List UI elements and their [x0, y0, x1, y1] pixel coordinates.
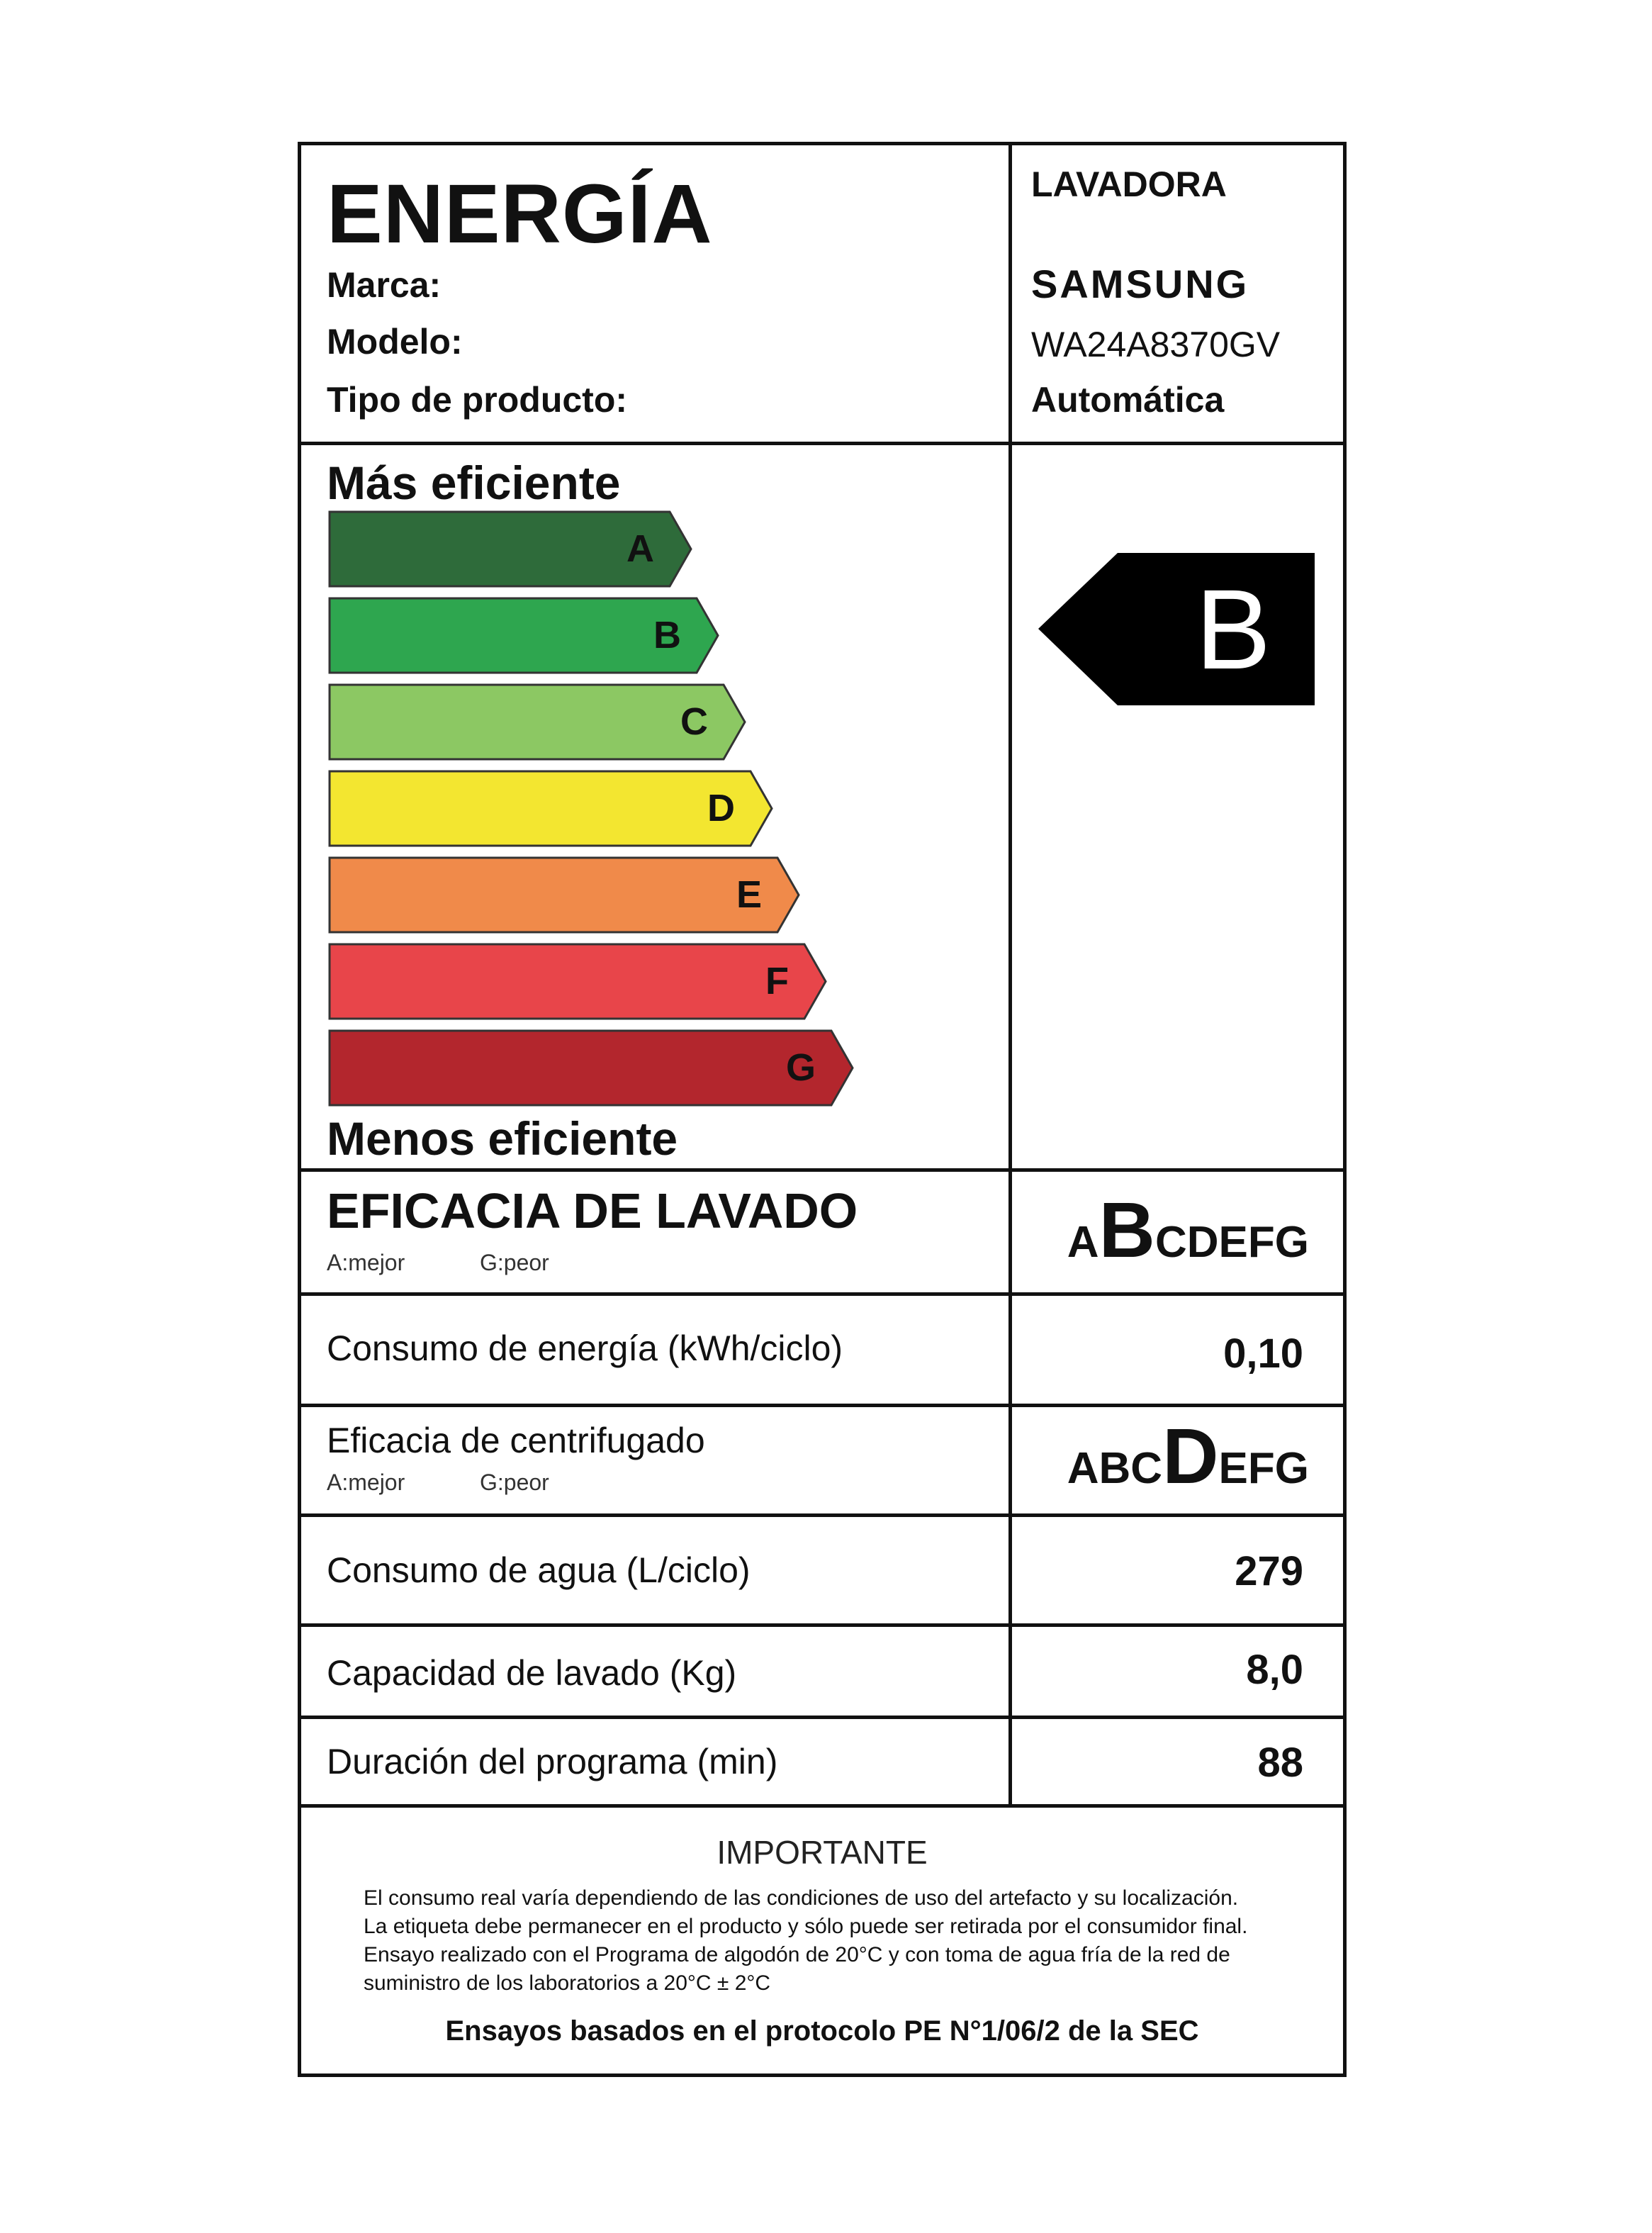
brand-value: SAMSUNG: [1031, 262, 1249, 306]
energy-class-letter: F: [765, 960, 789, 1002]
footer-title: IMPORTANTE: [717, 1834, 928, 1871]
program-duration-value: 88: [1257, 1740, 1303, 1786]
column-divider: [1008, 145, 1012, 1804]
wash-capacity-label: Capacidad de lavado (Kg): [327, 1653, 737, 1693]
energy-class-a: [330, 512, 691, 586]
grade-letter-d: D: [1162, 1413, 1219, 1500]
divider-spin: [301, 1513, 1343, 1517]
scale-bottom-caption: Menos eficiente: [327, 1112, 678, 1165]
spin-worst-note: G:peor: [480, 1470, 549, 1495]
wash-efficiency-title: EFICACIA DE LAVADO: [327, 1183, 858, 1238]
divider-capacity: [301, 1716, 1343, 1719]
footer-protocol: Ensayos basados en el protocolo PE N°1/06/2 de la SEC: [445, 2015, 1199, 2047]
divider-water: [301, 1623, 1343, 1627]
energy-consumption-label: Consumo de energía (kWh/ciclo): [327, 1328, 843, 1368]
program-duration-label: Duración del programa (min): [327, 1742, 778, 1781]
energy-class-letter: E: [736, 873, 762, 916]
energy-class-g: [330, 1031, 853, 1105]
grade-letter-f: F: [1247, 1218, 1275, 1267]
wash-capacity-value: 8,0: [1246, 1647, 1303, 1693]
energy-class-letter: D: [707, 787, 735, 829]
spin-efficiency-grade: [1067, 1413, 1309, 1500]
footer-line-1: El consumo real varía dependiendo de las condiciones de uso del artefacto y su localización.: [364, 1886, 1239, 1910]
grade-letter-g: G: [1274, 1218, 1309, 1267]
divider-energy: [301, 1404, 1343, 1407]
energy-class-e: [330, 858, 799, 932]
grade-letter-e: E: [1218, 1444, 1248, 1493]
product-category: LAVADORA: [1031, 164, 1227, 204]
wash-best-note: A:mejor: [327, 1250, 405, 1275]
grade-letter-a: A: [1067, 1444, 1099, 1493]
product-type-field-label: Tipo de producto:: [327, 380, 628, 420]
energy-class-letter: B: [653, 614, 681, 656]
scale-top-caption: Más eficiente: [327, 457, 621, 509]
energy-label: [298, 142, 1347, 2077]
energy-class-letter: G: [785, 1046, 816, 1089]
footer-line-3: Ensayo realizado con el Programa de algodón de 20°C y con toma de agua fría de la red de: [364, 1943, 1230, 1966]
energy-class-d: [330, 771, 772, 846]
energy-rating-marker: [1038, 553, 1315, 705]
energy-class-letter: C: [680, 700, 708, 743]
model-field-label: Modelo:: [327, 322, 463, 362]
divider-scale: [301, 1168, 1343, 1172]
grade-letter-b: B: [1098, 1444, 1131, 1493]
grade-letter-c: C: [1130, 1444, 1163, 1493]
energy-class-letter: A: [626, 527, 654, 570]
energy-class-f: [330, 944, 826, 1019]
water-consumption-value: 279: [1235, 1548, 1303, 1594]
footer-line-4: suministro de los laboratorios a 20°C ± 2°C: [364, 1971, 771, 1995]
divider-duration: [301, 1804, 1343, 1808]
grade-letter-f: F: [1247, 1444, 1275, 1493]
energy-class-c: [330, 685, 745, 759]
grade-letter-a: A: [1067, 1218, 1099, 1267]
grade-letter-g: G: [1274, 1444, 1309, 1493]
footer-line-2: La etiqueta debe permanecer en el producto y sólo puede ser retirada por el consumidor final.: [364, 1915, 1248, 1938]
divider-header: [301, 442, 1343, 445]
model-value: WA24A8370GV: [1031, 325, 1281, 364]
energy-class-b: [330, 598, 718, 673]
grade-letter-e: E: [1218, 1218, 1248, 1267]
spin-efficiency-label: Eficacia de centrifugado: [327, 1421, 705, 1460]
grade-letter-b: B: [1098, 1187, 1155, 1274]
grade-letter-d: D: [1186, 1218, 1219, 1267]
wash-worst-note: G:peor: [480, 1250, 549, 1275]
grade-letter-c: C: [1154, 1218, 1187, 1267]
energy-consumption-value: 0,10: [1223, 1331, 1303, 1377]
label-title: ENERGÍA: [327, 167, 713, 261]
wash-efficiency-grade: [1067, 1187, 1309, 1274]
divider-wash: [301, 1292, 1343, 1296]
brand-field-label: Marca:: [327, 265, 442, 305]
product-type-value: Automática: [1031, 380, 1225, 420]
energy-rating-letter: B: [1195, 566, 1271, 693]
spin-best-note: A:mejor: [327, 1470, 405, 1495]
water-consumption-label: Consumo de agua (L/ciclo): [327, 1550, 751, 1590]
